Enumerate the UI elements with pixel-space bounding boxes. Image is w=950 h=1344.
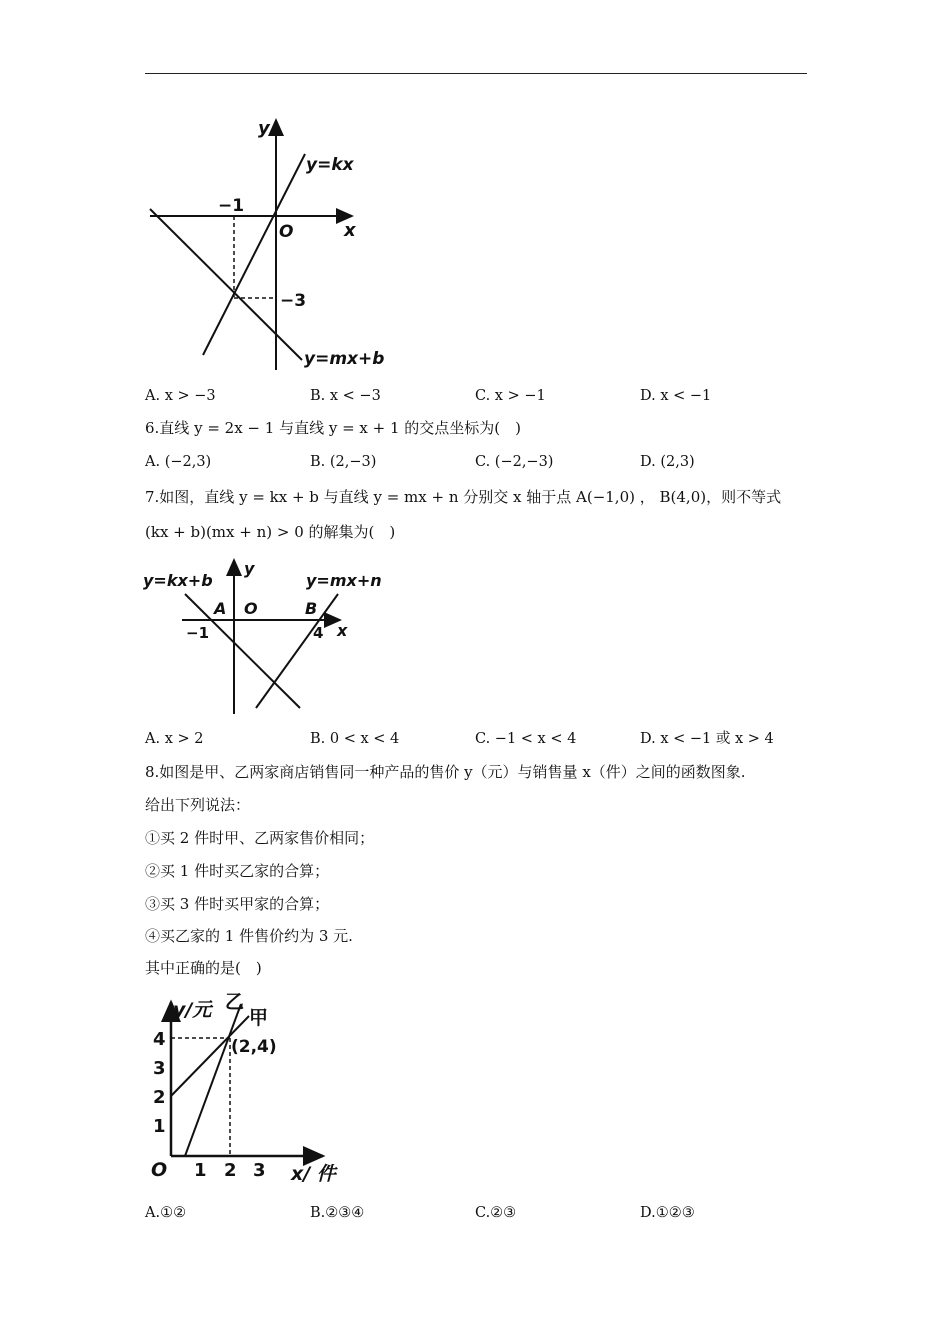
q5-option-a[interactable]: A. x > −3 (145, 388, 216, 404)
q6-option-b[interactable]: B. (2,−3) (310, 454, 377, 470)
fig3-yi-label: 乙 (225, 991, 245, 1013)
q7-option-a[interactable]: A. x > 2 (145, 731, 204, 747)
fig3-jia-label: 甲 (249, 1007, 269, 1029)
figure-2-graph (140, 556, 380, 716)
fig2-line-kxb (185, 594, 300, 708)
fig2-origin-label: O (244, 599, 258, 618)
fig1-line-kx (203, 154, 305, 355)
fig1-x-label: x (344, 220, 356, 241)
q6-option-a[interactable]: A. (−2,3) (145, 454, 212, 470)
fig2-line-mxn (256, 594, 338, 708)
q6-option-c[interactable]: C. (−2,−3) (475, 454, 554, 470)
q8-question: 其中正确的是( ) (145, 959, 262, 977)
fig2-y-label: y (244, 559, 255, 578)
fig1-y-label: y (258, 118, 270, 139)
q7-stem-line1: 7.如图，直线 y = kx + b 与直线 y = mx + n 分别交 x 轴于点 A(−1,0) ， B(4,0)，则不等式 (145, 488, 782, 506)
q8-option-d[interactable]: D.①②③ (640, 1205, 695, 1221)
fig3-ytick-3: 3 (153, 1058, 166, 1079)
fig3-x-label: x/ 件 (291, 1163, 336, 1185)
q7-option-c[interactable]: C. −1 < x < 4 (475, 731, 577, 747)
fig3-point-label: (2,4) (231, 1037, 277, 1057)
fig2-point-a-label: A (214, 599, 227, 618)
fig2-kxb-label: y=kx+b (143, 571, 213, 590)
fig1-kx-label: y=kx (306, 155, 354, 175)
fig2-point-b-label: B (305, 599, 318, 618)
q8-option-b[interactable]: B.②③④ (310, 1205, 365, 1221)
q8-stem-line2: 给出下列说法： (145, 796, 251, 814)
q5-option-c[interactable]: C. x > −1 (475, 388, 546, 404)
fig2-x-label: x (337, 621, 348, 640)
fig3-xtick-1: 1 (194, 1160, 207, 1181)
q6-option-d[interactable]: D. (2,3) (640, 454, 695, 470)
header-rule (145, 73, 807, 74)
fig3-ytick-4: 4 (153, 1029, 166, 1050)
fig1-mxb-label: y=mx+b (304, 349, 385, 369)
q8-option-c[interactable]: C.②③ (475, 1205, 517, 1221)
fig1-origin-label: O (279, 222, 294, 242)
q6-stem: 6.直线 y = 2x − 1 与直线 y = x + 1 的交点坐标为( ) (145, 419, 522, 437)
fig2-mxn-label: y=mx+n (306, 571, 382, 590)
q7-option-d[interactable]: D. x < −1 或 x > 4 (640, 731, 774, 747)
q8-stem-line1: 8.如图是甲、乙两家商店销售同一种产品的售价 y（元）与销售量 x（件）之间的函数图象. (145, 763, 746, 781)
q5-option-b[interactable]: B. x < −3 (310, 388, 381, 404)
figure-3-graph (145, 990, 365, 1190)
fig2-neg1-label: −1 (186, 624, 210, 642)
q5-option-d[interactable]: D. x < −1 (640, 388, 712, 404)
fig3-y-label: y/元 (173, 999, 212, 1021)
q8-statement-3: ③买 3 件时买甲家的合算； (145, 895, 330, 913)
fig3-line-yi (185, 1004, 241, 1156)
fig2-four-label: 4 (313, 624, 324, 642)
q8-statement-2: ②买 1 件时买乙家的合算； (145, 862, 330, 880)
q8-statement-1: ①买 2 件时甲、乙两家售价相同； (145, 829, 375, 847)
fig3-xtick-2: 2 (224, 1160, 237, 1181)
q7-option-b[interactable]: B. 0 < x < 4 (310, 731, 400, 747)
fig3-ytick-1: 1 (153, 1116, 166, 1137)
fig1-neg3-label: −3 (280, 291, 307, 311)
fig3-ytick-2: 2 (153, 1087, 166, 1108)
fig1-neg1-label: −1 (218, 196, 245, 216)
fig3-origin-label: O (151, 1159, 168, 1181)
q7-stem-line2: (kx + b)(mx + n) > 0 的解集为( ) (145, 523, 396, 541)
fig3-xtick-3: 3 (253, 1160, 266, 1181)
q8-option-a[interactable]: A.①② (145, 1205, 187, 1221)
q8-statement-4: ④买乙家的 1 件售价约为 3 元. (145, 927, 353, 945)
figure-1-graph (140, 112, 400, 382)
